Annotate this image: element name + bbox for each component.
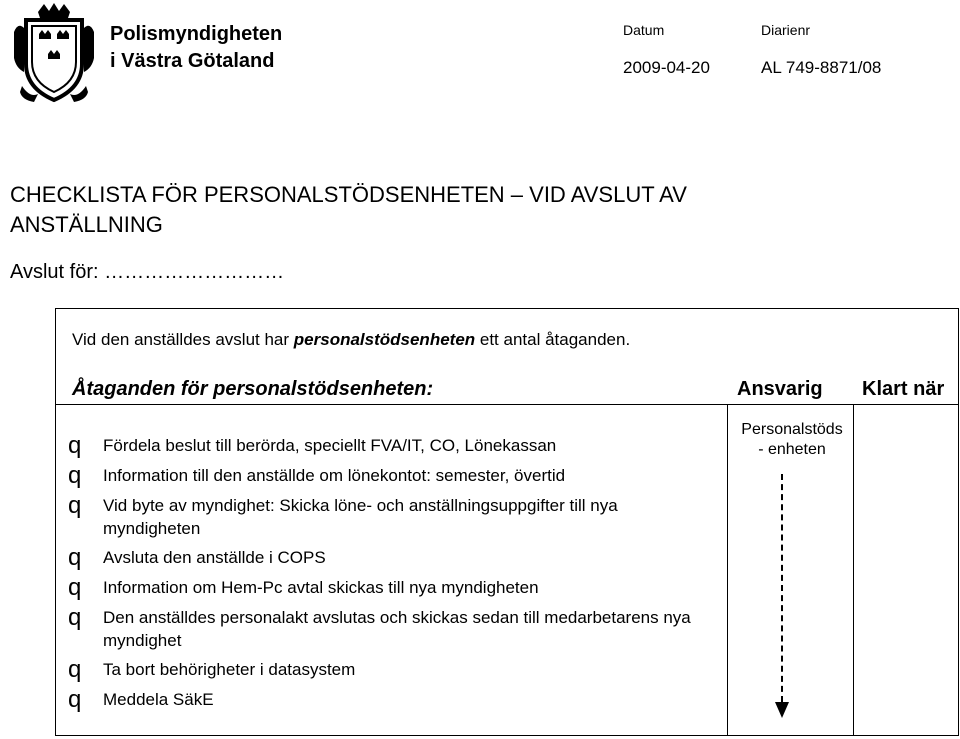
checklist-item: Den anställdes personalakt avslutas och skickas sedan till medarbetarens nya myndighet bbox=[103, 608, 691, 650]
police-crest-logo bbox=[8, 2, 100, 110]
column-divider-1 bbox=[727, 404, 728, 736]
ansvarig-value bbox=[737, 420, 847, 460]
checklist-item: Information till den anställde om lönekontot: semester, övertid bbox=[103, 466, 566, 485]
checklist-item: Avsluta den anställde i COPS bbox=[103, 548, 326, 567]
avslut-for-line: Avslut för: ……………………… bbox=[10, 261, 285, 283]
diarienr-value: AL 749-8871/08 bbox=[761, 58, 882, 77]
intro-emphasis: personalstödsenheten bbox=[293, 330, 476, 349]
intro-before: Vid den anställdes avslut har bbox=[72, 330, 294, 349]
organization-region: i Västra Götaland bbox=[110, 50, 275, 72]
checkbox-bullet: q bbox=[68, 432, 82, 459]
checklist-item: Fördela beslut till berörda, speciellt FVA/IT, CO, Lönekassan bbox=[103, 436, 557, 455]
checkbox-bullet: q bbox=[68, 574, 82, 601]
responsibility-dashed-line bbox=[781, 474, 783, 702]
checkbox-bullet: q bbox=[68, 656, 82, 683]
header-divider bbox=[55, 404, 959, 405]
title-line-1: CHECKLISTA FÖR PERSONALSTÖDSENHETEN – VID AVSLUT AV bbox=[10, 182, 687, 207]
checkbox-bullet: q bbox=[68, 686, 82, 713]
checkbox-bullet: q bbox=[68, 604, 82, 631]
ansvarig-line-1: Personalstöds bbox=[741, 421, 843, 438]
document-title bbox=[10, 180, 830, 240]
checkbox-bullet: q bbox=[68, 492, 82, 519]
datum-label: Datum bbox=[623, 22, 665, 38]
intro-after: ett antal åtaganden. bbox=[475, 330, 631, 349]
column-divider-2 bbox=[853, 404, 854, 736]
checkbox-bullet: q bbox=[68, 544, 82, 571]
checkbox-bullet: q bbox=[68, 462, 82, 489]
ansvarig-line-2: - enheten bbox=[758, 441, 826, 458]
column-header-ansvarig: Ansvarig bbox=[737, 378, 823, 400]
checklist-item: Meddela SäkE bbox=[103, 690, 214, 709]
arrow-down-icon bbox=[775, 702, 789, 718]
checklist-item: Information om Hem-Pc avtal skickas till nya myndigheten bbox=[103, 578, 539, 597]
column-header-klart-nar: Klart när bbox=[862, 378, 945, 400]
datum-value: 2009-04-20 bbox=[623, 58, 710, 77]
intro-text bbox=[72, 330, 630, 350]
checklist-item: Ta bort behörigheter i datasystem bbox=[103, 660, 356, 679]
checklist-item: Vid byte av myndighet: Skicka löne- och anställningsuppgifter till nya myndigheten bbox=[103, 496, 618, 538]
organization-name: Polismyndigheten bbox=[110, 23, 283, 45]
title-line-2: ANSTÄLLNING bbox=[10, 212, 163, 237]
column-header-ataganden: Åtaganden för personalstödsenheten: bbox=[72, 378, 434, 400]
diarienr-label: Diarienr bbox=[761, 22, 811, 38]
